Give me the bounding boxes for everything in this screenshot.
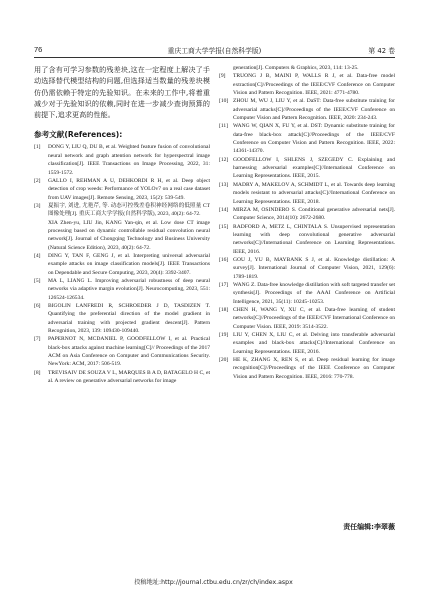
reference-item <box>219 122 395 155</box>
reference-text: CHEN H, WANG Y, XU C, et al. Data-free learning of student networks[C]//Proceedings of the IEEE/CVF International Conference on Computer Vision. IEEE, 2019: 3514-3522. <box>233 306 395 330</box>
reference-item <box>34 335 210 368</box>
reference-item <box>219 281 395 306</box>
reference-item <box>219 256 395 281</box>
journal-title: 重庆工商大学学报(自然科学版) <box>167 47 262 55</box>
reference-item <box>34 177 210 202</box>
reference-text: GOU J, YU B, MAYBANK S J, et al. Knowledge distillation: A survey[J]. International Journal of Computer Vision, 2021, 129(6): 1789-1819. <box>233 256 395 280</box>
reference-text: XIA Zhen-yu, LIU Jin, KANG Yan-qin, et al. Low dose CT image processing based on dynamic controllable residual convolution neural network[J]. Journal of Chongqing Technology and Business University (Natural Science Edition), 2023, 40(2): 64-72. <box>48 219 210 251</box>
reference-item <box>219 356 395 381</box>
reference-item <box>219 156 395 181</box>
reference-item <box>34 277 210 302</box>
responsible-editor: 责任编辑:李翠薇 <box>343 523 395 531</box>
reference-text: TREVISAIV DE SOUZA V L, MARQUES B A D, BATAGELO H C, et al. A review on generative adversarial networks for image <box>48 369 210 385</box>
reference-item <box>34 143 210 176</box>
reference-number: [6] <box>34 303 41 310</box>
reference-text: GOODFELLOW I, SHLENS J, SZEGEDY C. Explaining and harnessing adversarial examples[C]//International Conference on Learning Representations. IEEE, 2015. <box>233 156 395 180</box>
reference-number: [9] <box>219 73 226 80</box>
reference-item <box>219 181 395 206</box>
reference-number <box>219 64 233 72</box>
reference-item <box>219 331 395 356</box>
reference-text: LIU Y, CHEN X, LIU C, et al. Delving into transferable adversarial examples and black-box attacks[C]//International Conference on Learning Representations. IEEE, 2016. <box>233 332 395 355</box>
reference-text: WANG W, QIAN X, FU Y, et al. DST: Dynamic substitute training for data-free black-box attack[C]//Proceedings of the IEEE/CVF Conference on Computer Vision and Pattern Recognition. IEEE, 2022: 14361-14370. <box>233 123 395 155</box>
reference-list-right <box>219 64 395 381</box>
reference-item <box>219 97 395 122</box>
reference-item <box>34 219 210 252</box>
reference-text: DONG Y, LIU Q, DU B, et al. Weighted feature fusion of convolutional neural network and graph attention network for hyperspectral image classification[J]. IEEE Transactions on Image Processing, 2022, 31: 1559-1572. <box>48 144 210 176</box>
reference-number: [1] <box>34 144 41 151</box>
reference-number: [15] <box>219 223 229 230</box>
reference-text: PAPERNOT N, MCDANIEL P, GOODFELLOW I, et al. Practical black-box attacks against machine learning[C]// Proceedings of the 2017 ACM on Asia Conference on Computer and Communications Security. NewYork: ACM, 2017: 506-519. <box>48 336 210 368</box>
reference-number: [16] <box>219 256 229 263</box>
reference-number: [13] <box>219 181 229 188</box>
reference-number: [2] <box>34 177 41 184</box>
references-title: 参考文献(References): <box>34 130 123 140</box>
reference-item <box>34 252 210 277</box>
reference-number: [11] <box>219 123 229 130</box>
reference-item <box>219 306 395 331</box>
volume-label: 第 42 卷 <box>368 47 395 55</box>
reference-number: [18] <box>219 306 229 313</box>
reference-number: [20] <box>219 357 229 364</box>
reference-number: [4] <box>34 252 41 259</box>
reference-number: [19] <box>219 332 229 338</box>
reference-text: BIGOLIN LANFREDI R, SCHROEDER J D, TASDIZEN T. Quantifying the preferential direction of the model gradient in adversarial training with projected gradient descent[J]. Pattern Recognition, 2023, 139: 109430-109440. <box>48 303 210 335</box>
reference-number: [12] <box>219 156 229 163</box>
reference-number: [7] <box>34 336 41 343</box>
page-number: 76 <box>34 45 43 54</box>
reference-text: DING Y, TAN F, GENG J, et al. Interpreting universal adversarial example attacks on image classification models[J]. IEEE Transactions on Dependable and Secure Computing, 2023, 20(4): 3392-3407. <box>48 252 210 276</box>
reference-text: WANG Z. Data-free knowledge distillation with soft targeted transfer set synthesis[J]. Proceedings of the AAAI Conference on Artificial Intelligence, 2021, 35(11): 10245-10253. <box>233 281 395 305</box>
reference-item <box>34 369 210 386</box>
right-column <box>219 64 395 381</box>
reference-number: [8] <box>34 369 41 376</box>
reference-item <box>219 72 395 97</box>
reference-text: HE K, ZHANG X, REN S, et al. Deep residual learning for image recognition[C]//Proceedings of the IEEE Conference on Computer Vision and Pattern Recognition. IEEE, 2016: 770-778. <box>233 357 395 380</box>
reference-number: [10] <box>219 98 229 105</box>
header-rule <box>34 57 395 58</box>
reference-text: ZHOU M, WU J, LIU Y, et al. DaST: Data-free substitute training for adversarial attacks[C]//Proceedings of the IEEE/CVF Conference on Computer Vision and Pattern Recognition. IEEE, 2020: 234-243. <box>233 98 395 122</box>
reference-text: RADFORD A, METZ L, CHINTALA S. Unsupervised representation learning with deep convolutional generative adversarial networks[C]//International Conference on Learning Representations. IEEE, 2016. <box>233 223 395 255</box>
reference-number: [14] <box>219 206 229 213</box>
reference-text: generation[J]. Computers & Graphics, 2023, 114: 13-25. <box>233 65 359 71</box>
reference-text: MIRZA M, OSINDERO S. Conditional generative adversarial nets[J]. Computer Science, 2014(10): 2672-2680. <box>233 206 395 222</box>
left-column <box>34 64 210 385</box>
reference-item <box>34 202 210 219</box>
reference-list-left <box>34 143 210 385</box>
reference-text: TRUONG J B, MAINI P, WALLS R J, et al. Data-free model extraction[C]//Proceedings of the IEEE/CVF Conference on Computer Vision and Pattern Recognition. IEEE, 2021: 4771-4780. <box>233 73 395 97</box>
running-header <box>34 44 395 56</box>
reference-item <box>34 302 210 335</box>
body-paragraph: 用了含有可学习参数的残差块,这在一定程度上解决了手动选择替代模型结构的问题,但选择适当数量的残差块模仿仍需依赖于特定的先验知识。在未来的工作中,将着重减少对于先验知识的依赖,同时在进一步减少查询预算的前提下,追求更高的性能。 <box>34 65 210 120</box>
reference-number: [3] <box>34 202 41 209</box>
reference-item <box>219 206 395 223</box>
reference-text: 夏振宇, 刘进, 尤艳芹, 等. 动态可控残差卷积神经网络的低照量 CT 图像处理[J]. 重庆工商大学学报(自然科学版), 2023, 40(2): 64-72. <box>48 202 210 218</box>
reference-text: MA L, LIANG L. Improving adversarial robustness of deep neural networks via adaptive margin evolution[J]. Neurocomputing, 2023, 551: 126524-126534. <box>48 277 210 301</box>
reference-item <box>219 223 395 256</box>
reference-text: GALLO I, REHMAN A U, DEHKORDI R H, et al. Deep object detection of crop weeds: Performance of YOLOv7 on a real case dataset from UAV images[J]. Remote Sensing, 2023, 15(2): 539-549. <box>48 177 210 201</box>
reference-number <box>34 219 48 252</box>
reference-number: [17] <box>219 281 229 288</box>
reference-item <box>219 64 395 72</box>
reference-number: [5] <box>34 277 41 284</box>
reference-text: MADRY A, MAKELOV A, SCHMIDT L, et al. Towards deep learning models resistant to adversarial attacks[C]//International Conference on Learning Representations. IEEE, 2018. <box>233 181 395 205</box>
submission-url-footer: 投稿地址:http://journal.ctbu.edu.cn/zr/ch/index.aspx <box>134 579 293 586</box>
